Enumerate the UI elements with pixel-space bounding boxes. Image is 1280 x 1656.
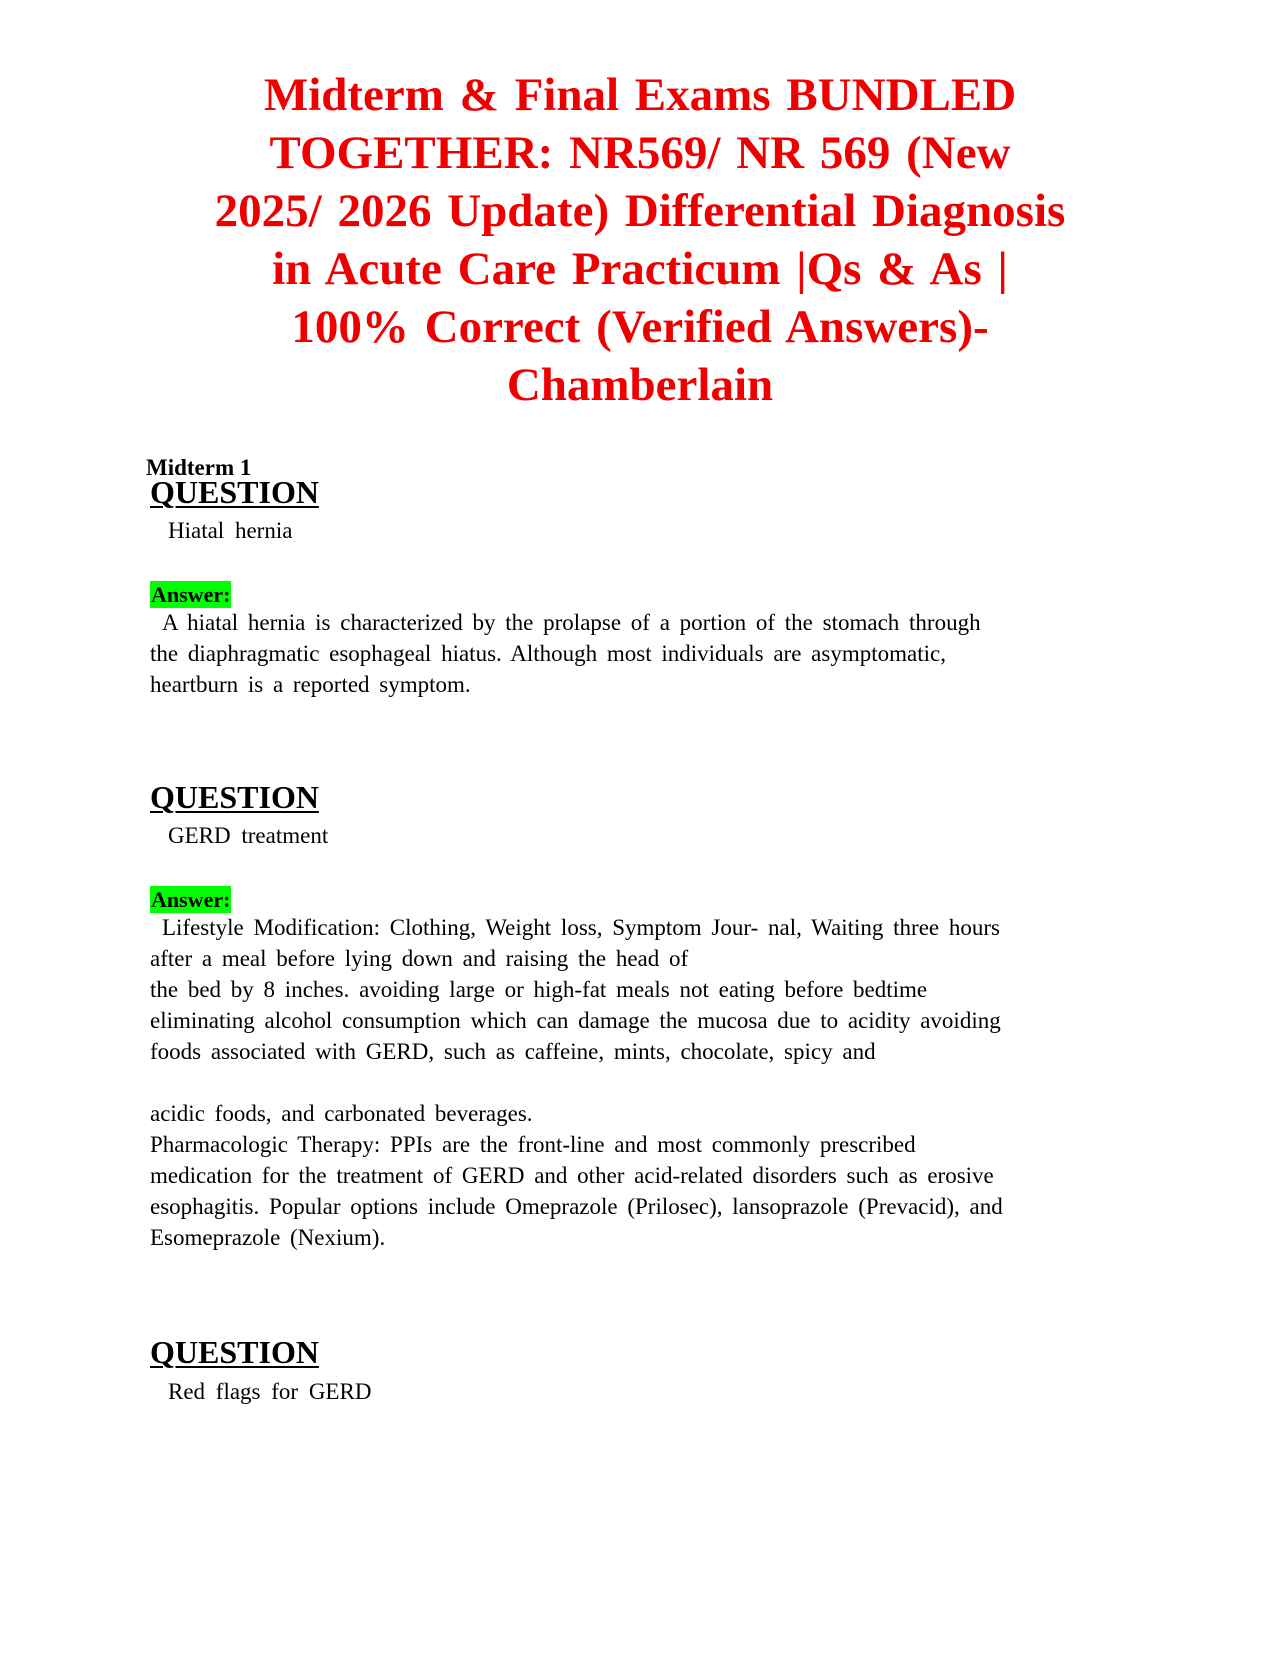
answer-line: foods associated with GERD, such as caffeine, mints, chocolate, spicy and bbox=[150, 1039, 876, 1064]
section-label: Midterm 1 bbox=[146, 455, 252, 480]
answer-line: esophagitis. Popular options include Omeprazole (Prilosec), lansoprazole (Prevacid), and bbox=[150, 1194, 1003, 1219]
answer-label: Answer: bbox=[151, 887, 231, 912]
document-title bbox=[150, 66, 1130, 414]
answer-line: after a meal before lying down and raising the head of bbox=[150, 946, 689, 971]
answer-line: A hiatal hernia is characterized by the prolapse of a portion of the stomach through bbox=[162, 610, 981, 635]
question-text: GERD treatment bbox=[168, 823, 329, 848]
answer-line: eliminating alcohol consumption which can damage the mucosa due to acidity avoiding bbox=[150, 1008, 1001, 1033]
answer-line: the bed by 8 inches. avoiding large or high-fat meals not eating before bedtime bbox=[150, 977, 928, 1002]
answer-line: medication for the treatment of GERD and other acid-related disorders such as erosive bbox=[150, 1163, 994, 1188]
question-heading: QUESTION bbox=[150, 474, 319, 510]
title-line: TOGETHER: NR569/ NR 569 (New bbox=[269, 127, 1011, 179]
answer-line: acidic foods, and carbonated beverages. bbox=[150, 1101, 533, 1126]
answer-line: the diaphragmatic esophageal hiatus. Although most individuals are asymptomatic, bbox=[150, 641, 946, 666]
title-line: Chamberlain bbox=[506, 359, 774, 411]
title-line: Midterm & Final Exams BUNDLED bbox=[263, 69, 1017, 121]
question-text: Red flags for GERD bbox=[168, 1379, 372, 1404]
title-line: in Acute Care Practicum |Qs & As | bbox=[272, 243, 1008, 295]
question-heading: QUESTION bbox=[150, 779, 319, 815]
answer-label: Answer: bbox=[151, 582, 231, 607]
question-text: Hiatal hernia bbox=[168, 518, 293, 543]
answer-line: Lifestyle Modification: Clothing, Weight loss, Symptom Jour- nal, Waiting three hours bbox=[162, 915, 1000, 940]
answer-text bbox=[150, 607, 981, 700]
question-heading: QUESTION bbox=[150, 1334, 319, 1370]
answer-line: Pharmacologic Therapy: PPIs are the front-line and most commonly prescribed bbox=[150, 1132, 916, 1157]
answer-line: heartburn is a reported symptom. bbox=[150, 672, 471, 697]
title-line: 2025/ 2026 Update) Differential Diagnosis bbox=[214, 185, 1066, 237]
answer-text bbox=[150, 912, 1003, 1253]
answer-line: Esomeprazole (Nexium). bbox=[150, 1225, 386, 1250]
answer-line bbox=[150, 1067, 1003, 1098]
title-line: 100% Correct (Verified Answers)- bbox=[291, 301, 989, 353]
